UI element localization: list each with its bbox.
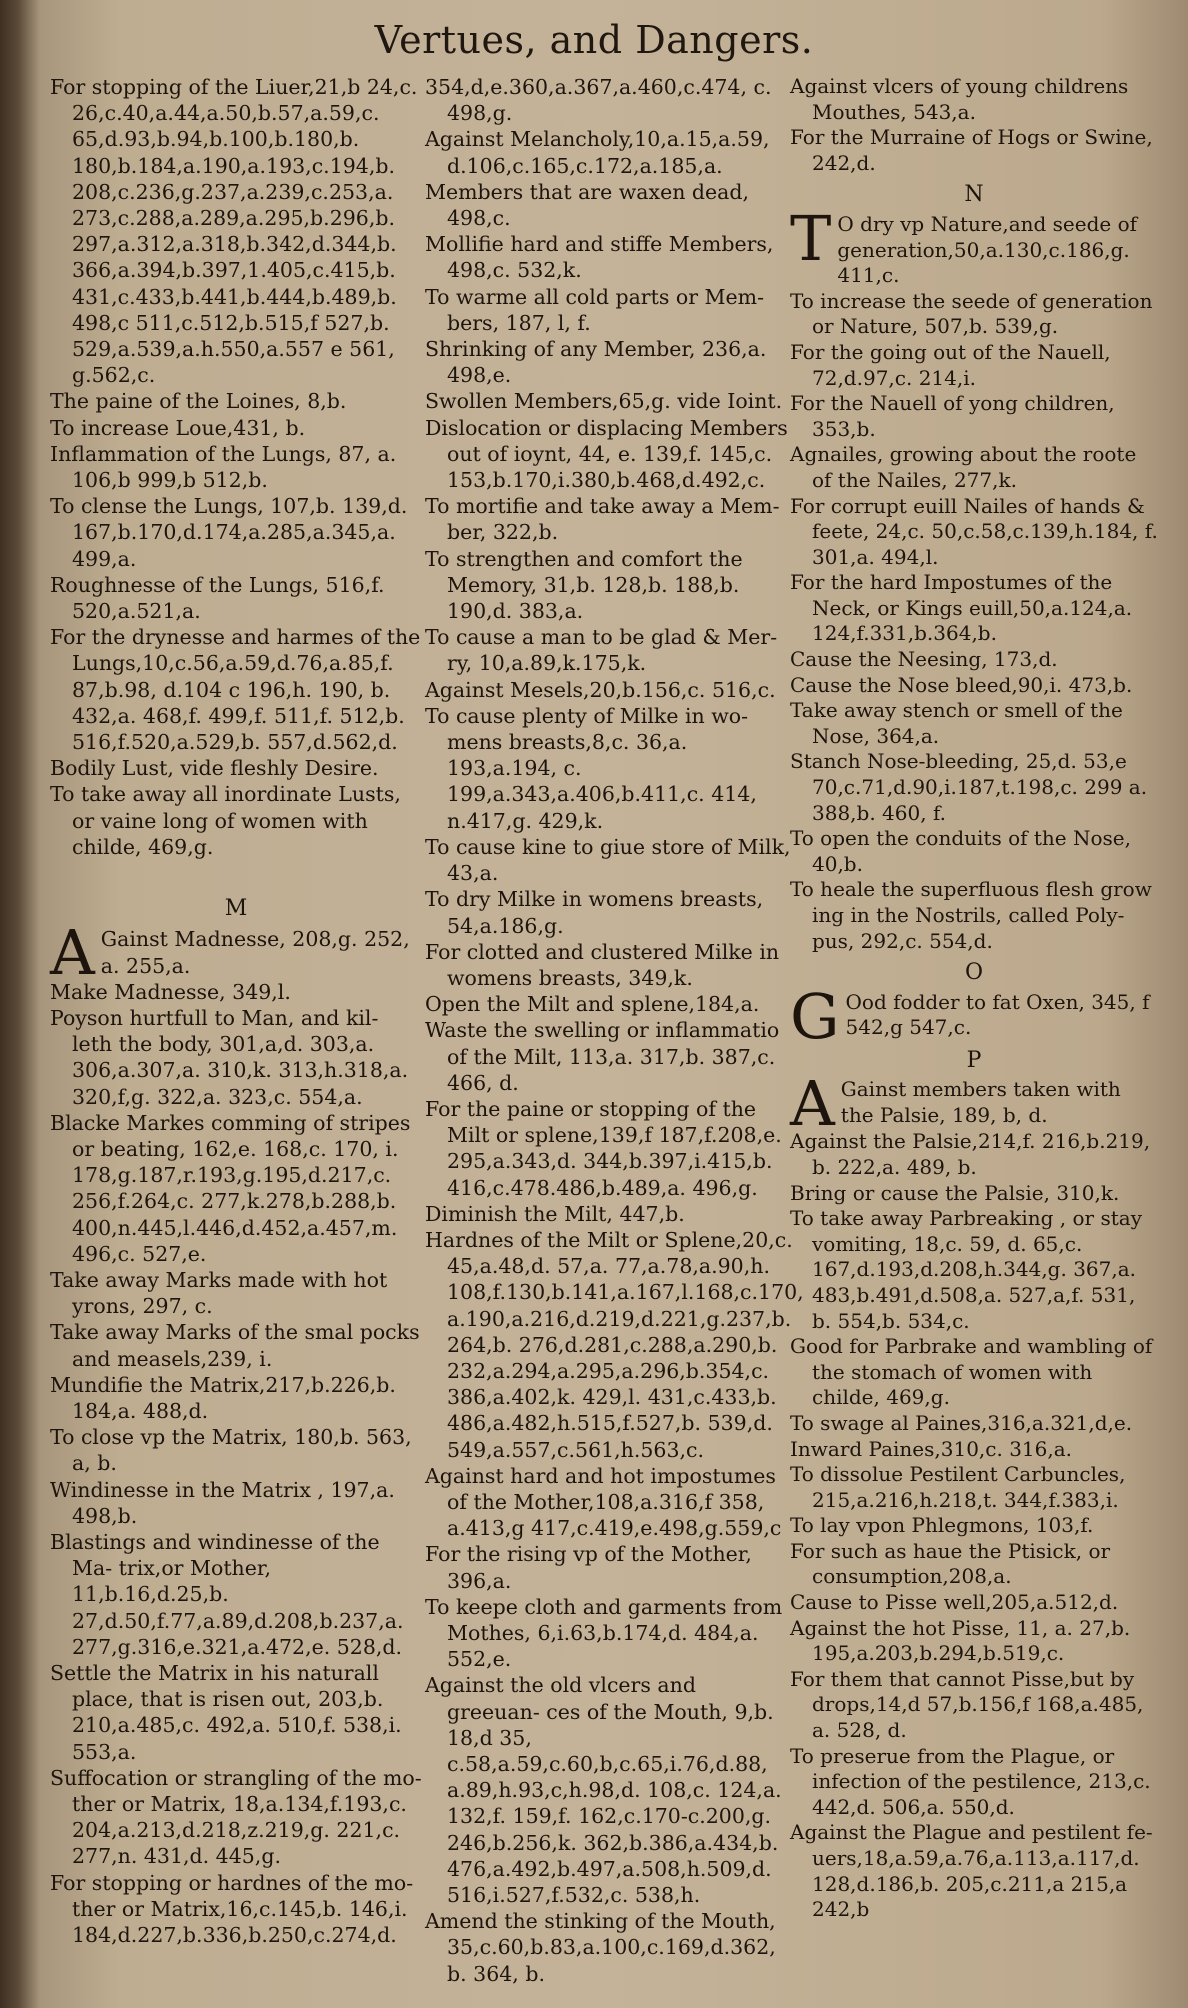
index-entry: The paine of the Loines, 8,b. xyxy=(50,389,347,414)
index-entry: To open the conduits of the Nose, 40,b. xyxy=(790,826,1131,876)
index-entry: To swage al Paines,316,a.321,d,e. xyxy=(790,1410,1133,1435)
index-entry: Bring or cause the Palsie, 310,k. xyxy=(790,1180,1120,1205)
index-entry: Open the Milt and splene,184,a. xyxy=(425,992,760,1017)
index-entry: Settle the Matrix in his naturall place, that is risen out, 203,b. 210,a.485,c. 492,a. 510,f. 538,i. 553,a. xyxy=(50,1660,402,1764)
index-entry: Shrinking of any Member, 236,a. 498,e. xyxy=(425,337,767,388)
index-entry: To cause kine to giue store of Milk, 43,a. xyxy=(425,834,791,886)
index-entry: Against the hot Pisse, 11, a. 27,b. 195,a.203,b.294,b.519,c. xyxy=(790,1615,1131,1666)
index-entry: For the Nauell of yong children, 353,b. xyxy=(790,391,1115,441)
section-letter: M xyxy=(224,896,248,922)
entry-text: Gainst members taken with the Palsie, 189, b, d. xyxy=(840,1077,1121,1127)
index-entry: Agnailes, growing about the roote of the Nailes, 277,k. xyxy=(790,442,1137,492)
index-entry: Roughnesse of the Lungs, 516,f. 520,a.521,a. xyxy=(50,572,385,624)
index-entry: Take away Marks made with hot yrons, 297, c. xyxy=(50,1267,388,1319)
entry-text: Gainst Madnesse, 208,g. 252, a. 255,a. xyxy=(100,927,410,978)
index-entry: Make Madnesse, 349,l. xyxy=(50,979,291,1004)
index-entry: For them that cannot Pisse,but by drops,14,d 57,b.156,f 168,a.485, a. 528, d. xyxy=(790,1666,1144,1743)
index-entry: For stopping or hardnes of the mo- ther or Matrix,16,c.145,b. 146,i. 184,d.227,b.336,b.250,c.274,d. xyxy=(50,1870,414,1948)
index-entry: Against Melancholy,10,a.15,a.59, d.106,c.165,c.172,a.185,a. xyxy=(425,127,770,178)
index-entry: For the drynesse and harmes of the Lungs,10,c.56,a.59,d.76,a.85,f. 87,b.98, d.104 c 196,h. 190, b. 432,a. 468,f. 499,f. 511,f. 512,b. 516,f.520,a.529,b. 557,d.562,d. xyxy=(50,625,421,755)
index-entry: Swollen Members,65,g. vide Ioint. xyxy=(425,389,783,414)
index-entry: Amend the stinking of the Mouth, 35,c.60,b.83,a.100,c.169,d.362, b. 364, b. xyxy=(425,1909,776,1986)
index-entry xyxy=(50,916,422,990)
index-entry: To keepe cloth and garments from Mothes, 6,i.63,b.174,d. 484,a. 552,e. xyxy=(425,1594,783,1672)
index-entry: To preserue from the Plague, or infection of the pestilence, 213,c. 442,d. 506,a. 550,d. xyxy=(790,1743,1151,1819)
index-entry: Good for Parbrake and wambling of the stomach of women with childe, 469,g. xyxy=(790,1334,1153,1410)
entry-text: O dry vp Nature,and seede of generation,50,a.130,c.186,g. 411,c. xyxy=(837,211,1138,288)
index-entry: To warme all cold parts or Mem- bers, 187, l, f. xyxy=(425,284,765,335)
index-entry: Blastings and windinesse of the Ma- trix,or Mother, 11,b.16,d.25,b. 27,d.50,f.77,a.89,d.208,b.237,a. 277,g.316,e.321,a.472,e. 528,d. xyxy=(50,1529,404,1659)
index-entry: Blacke Markes comming of stripes or beating, 162,e. 168,c. 170, i. 178,g.187,r.193,g.195,d.217,c. 256,f.264,c. 277,k.278,b.288,b. 400,n.445,l.446,d.452,a.457,m. 496,c. 527,e. xyxy=(50,1110,411,1266)
index-entry: Against vlcers of young childrens Mouthes, 543,a. xyxy=(790,74,1129,124)
index-entry xyxy=(790,1067,1158,1141)
index-entry: To increase the seede of generation or Nature, 507,b. 539,g. xyxy=(790,288,1153,339)
index-entry: To cause a man to be glad & Mer- ry, 10,a.89,k.175,k. xyxy=(425,625,778,676)
index-column-3 xyxy=(790,74,1158,1923)
index-entry: To lay vpon Phlegmons, 103,f. xyxy=(790,1513,1094,1538)
index-entry: For stopping of the Liuer,21,b 24,c. 26,c.40,a.44,a.50,b.57,a.59,c. 65,d.93,b.94,b.100,b.180,b. 180,b.184,a.190,a.193,c.194,b. 208,c.236,g.237,a.239,c.253,a. 273,c.288,a.289,a.295,b.296,b. 297,a.312,a.318,b.342,d.344,b. 366,a.394,b.397,1.405,c.415,b. 431,c.433,b.441,b.444,b.489,b. 498,c 511,c.512,b.515,f 527,b. 529,a.539,a.h.550,a.557 e 561, g.562,c. xyxy=(50,75,418,388)
index-entry: Against the Plague and pestilent fe- uers,18,a.59,a.76,a.113,a.117,d. 128,d.186,b. 205,c.211,a 215,a 242,b xyxy=(790,1820,1153,1922)
drop-cap: G xyxy=(790,979,840,1053)
page-title: Vertues, and Dangers. xyxy=(374,18,814,62)
index-entry: To heale the superfluous flesh grow ing in the Nostrils, called Poly- pus, 292,c. 554,d. xyxy=(790,877,1152,953)
index-entry: To take away Parbreaking , or stay vomiting, 18,c. 59, d. 65,c. 167,d.193,d.208,h.344,g. 367,a. 483,b.491,d.508,a. 527,a,f. 531, b. 554,b. 534,c. xyxy=(790,1206,1143,1333)
index-entry: Suffocation or strangling of the mo- ther or Matrix, 18,a.134,f.193,c. 204,a.213,d.218,z.219,g. 221,c. 277,n. 431,d. 445,g. xyxy=(50,1765,422,1869)
index-entry: To cause plenty of Milke in wo- mens breasts,8,c. 36,a. 193,a.194, c. 199,a.343,a.406,b.411,c. 414, n.417,g. 429,k. xyxy=(425,703,757,833)
index-entry xyxy=(790,201,1158,289)
index-entry: For the going out of the Nauell, 72,d.97,c. 214,i. xyxy=(790,339,1111,390)
section-letter: P xyxy=(966,1047,982,1073)
index-entry: Stanch Nose-bleeding, 25,d. 53,e 70,c.71,d.90,i.187,t.198,c. 299 a. 388,b. 460, f. xyxy=(790,749,1148,825)
index-entry: 354,d,e.360,a.367,a.460,c.474, c. 498,g. xyxy=(425,75,772,126)
index-entry: To take away all inordinate Lusts, or vaine long of women with childe, 469,g. xyxy=(50,782,401,859)
index-entry: Cause to Pisse well,205,a.512,d. xyxy=(790,1590,1119,1615)
index-entry: To dry Milke in womens breasts, 54,a.186,g. xyxy=(425,887,764,938)
drop-cap: A xyxy=(790,1067,835,1141)
index-entry: Dislocation or displacing Members out of ioynt, 44, e. 139,f. 145,c. 153,b.170,i.380,b.468,d.492,c. xyxy=(425,415,788,493)
index-entry: Against Mesels,20,b.156,c. 516,c. xyxy=(425,677,776,702)
index-entry: For corrupt euill Nailes of hands & feete, 24,c. 50,c.58,c.139,h.184, f. 301,a. 494,l. xyxy=(790,493,1158,569)
index-entry: Waste the swelling or inflammatio of the Milt, 113,a. 317,b. 387,c. 466, d. xyxy=(425,1018,780,1095)
index-entry: Windinesse in the Matrix , 197,a. 498,b. xyxy=(50,1477,395,1528)
index-entry: Cause the Neesing, 173,d. xyxy=(790,647,1058,672)
index-entry: To mortifie and take away a Mem- ber, 322,b. xyxy=(425,494,780,545)
index-entry: To dissolue Pestilent Carbuncles, 215,a.216,h.218,t. 344,f.383,i. xyxy=(790,1462,1126,1512)
index-entry: Cause the Nose bleed,90,i. 473,b. xyxy=(790,672,1133,697)
index-entry: Bodily Lust, vide fleshly Desire. xyxy=(50,756,379,781)
section-letter: N xyxy=(964,182,984,208)
index-entry: Mollifie hard and stiffe Members, 498,c. 532,k. xyxy=(425,232,774,283)
index-entry: To increase Loue,431, b. xyxy=(50,415,306,440)
index-entry: Poyson hurtfull to Man, and kil- leth the body, 301,a,d. 303,a. 306,a.307,a. 310,k. 313,h.318,a. 320,f,g. 322,a. 323,c. 554,a. xyxy=(50,1005,409,1109)
index-entry: For clotted and clustered Milke in womens breasts, 349,k. xyxy=(425,939,780,990)
index-entry: For such as haue the Ptisick, or consumption,208,a. xyxy=(790,1538,1111,1589)
drop-cap: A xyxy=(50,916,95,990)
index-entry: For the Murraine of Hogs or Swine, 242,d. xyxy=(790,125,1153,175)
index-entry: To close vp the Matrix, 180,b. 563, a, b. xyxy=(50,1425,412,1476)
index-entry: Diminish the Milt, 447,b. xyxy=(425,1201,685,1226)
index-entry: For the hard Impostumes of the Neck, or Kings euill,50,a.124,a. 124,f.331,b.364,b. xyxy=(790,570,1133,646)
index-entry: Against the Palsie,214,f. 216,b.219, b. 222,a. 489, b. xyxy=(790,1129,1151,1179)
index-entry: For the rising vp of the Mother, 396,a. xyxy=(425,1542,752,1593)
index-entry xyxy=(790,979,1158,1053)
index-entry: Members that are waxen dead, 498,c. xyxy=(425,179,750,231)
index-entry: Inward Paines,310,c. 316,a. xyxy=(790,1436,1073,1461)
index-column-2 xyxy=(425,74,804,1987)
index-entry: Against the old vlcers and greeuan- ces of the Mouth, 9,b. 18,d 35, c.58,a.59,c.60,b,c.65,i.76,d.88, a.89,h.93,c,h.98,d. 108,c. 124,a. 132,f. 159,f. 162,c.170-c.200,g. 246,b.256,k. 362,b.386,a.434,b. 476,a.492,b.497,a.508,h.509,d. 516,i.527,f.532,c. 538,h. xyxy=(425,1673,782,1908)
index-entry: Mundifie the Matrix,217,b.226,b. 184,a. 488,d. xyxy=(50,1372,396,1423)
index-entry: Against hard and hot impostumes of the Mother,108,a.316,f 358, a.413,g 417,c.419,e.498,g.559,c xyxy=(425,1463,782,1541)
index-entry: Take away stench or smell of the Nose, 364,a. xyxy=(790,698,1123,748)
index-column-1 xyxy=(50,74,422,1948)
section-letter: O xyxy=(964,960,984,986)
index-entry: Take away Marks of the smal pocks and measels,239, i. xyxy=(50,1320,420,1371)
index-entry: To strengthen and comfort the Memory, 31,b. 128,b. 188,b. 190,d. 383,a. xyxy=(425,546,743,624)
index-entry: Inflammation of the Lungs, 87, a. 106,b 999,b 512,b. xyxy=(50,441,397,493)
drop-cap: T xyxy=(790,201,832,275)
index-entry: Hardnes of the Milt or Splene,20,c. 45,a.48,d. 57,a. 77,a.78,a.90,h. 108,f.130,b.141,a.167,l.168,c.170, a.190,a.216,d.219,d.221,g.237,b. 264,b. 276,d.281,c.288,a.290,b. 232,a.294,a.295,a.296,b.354,c. 386,a.402,k. 429,l. 431,c.433,b. 486,a.482,h.515,f.527,b. 539,d. 549,a.557,c.561,h.563,c. xyxy=(425,1227,804,1462)
index-entry: To clense the Lungs, 107,b. 139,d. 167,b.170,d.174,a.285,a.345,a. 499,a. xyxy=(50,494,408,571)
index-entry: For the paine or stopping of the Milt or splene,139,f 187,f.208,e. 295,a.343,d. 344,b.397,i.415,b. 416,c.478.486,b.489,a. 496,g. xyxy=(425,1096,782,1200)
entry-text: Ood fodder to fat Oxen, 345, f 542,g 547,c. xyxy=(845,989,1150,1040)
